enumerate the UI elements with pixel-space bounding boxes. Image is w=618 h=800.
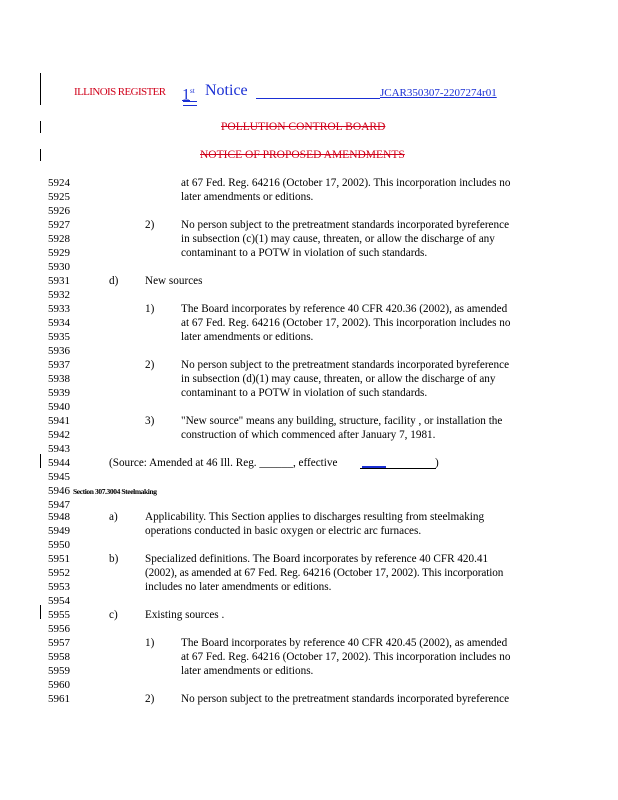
line-number: 5944 <box>48 457 70 469</box>
first-sup: st <box>190 87 195 95</box>
line-number: 5925 <box>48 191 70 203</box>
line-number: 5950 <box>48 539 70 551</box>
body-line: Applicability. This Section applies to discharges resulting from steelmaking <box>145 511 485 523</box>
source-close: ) <box>435 457 439 469</box>
line-number: 5933 <box>48 303 70 315</box>
body-line: later amendments or editions. <box>181 665 314 677</box>
body-line: includes no later amendments or editions. <box>145 581 332 593</box>
change-bar <box>40 73 41 105</box>
line-number: 5961 <box>48 693 70 705</box>
source-note: (Source: Amended at 46 Ill. Reg. ______, effective <box>109 457 338 469</box>
line-number: 5952 <box>48 567 70 579</box>
body-line: in subsection (c)(1) may cause, threaten, or allow the discharge of any <box>181 233 495 245</box>
line-number: 5947 <box>48 499 70 511</box>
line-number: 5941 <box>48 415 70 427</box>
list-marker: 1) <box>145 303 155 315</box>
body-line: No person subject to the pretreatment standards incorporated byreference <box>181 693 510 705</box>
body-line: Specialized definitions. The Board incorporates by reference 40 CFR 420.41 <box>145 553 489 565</box>
body-line: construction of which commenced after January 7, 1981. <box>181 429 436 441</box>
body-line: at 67 Fed. Reg. 64216 (October 17, 2002). This incorporation includes no <box>181 317 511 329</box>
line-number: 5954 <box>48 595 70 607</box>
subsection-title: Existing sources . <box>145 609 225 621</box>
line-number: 5932 <box>48 289 70 301</box>
line-number: 5942 <box>48 429 70 441</box>
board-title: POLLUTION CONTROL BOARD <box>221 121 386 133</box>
body-line: later amendments or editions. <box>181 331 314 343</box>
list-marker: c) <box>109 609 118 621</box>
body-line: later amendments or editions. <box>181 191 314 203</box>
body-line: at 67 Fed. Reg. 64216 (October 17, 2002). This incorporation includes no <box>181 177 511 189</box>
change-bar <box>40 121 41 133</box>
effective-date-blank <box>360 468 436 469</box>
register-title: ILLINOIS REGISTER <box>74 86 166 98</box>
line-number: 5957 <box>48 637 70 649</box>
body-line: The Board incorporates by reference 40 CFR 420.45 (2002), as amended <box>181 637 508 649</box>
body-line: contaminant to a POTW in violation of such standards. <box>181 387 428 399</box>
body-line: in subsection (d)(1) may cause, threaten, or allow the discharge of any <box>181 373 496 385</box>
line-number: 5927 <box>48 219 70 231</box>
jcar-code: JCAR350307-2207274r01 <box>380 87 497 99</box>
double-underline <box>183 101 197 106</box>
line-number: 5928 <box>48 233 70 245</box>
effective-date-insert <box>362 466 386 468</box>
line-number: 5936 <box>48 345 70 357</box>
line-number: 5931 <box>48 275 70 287</box>
body-line: at 67 Fed. Reg. 64216 (October 17, 2002). This incorporation includes no <box>181 651 511 663</box>
line-number: 5949 <box>48 525 70 537</box>
body-line: (2002), as amended at 67 Fed. Reg. 64216 (October 17, 2002). This incorporation <box>145 567 504 579</box>
section-title: Section 307.3004 Steelmaking <box>73 487 157 496</box>
notice-label: Notice <box>205 82 248 99</box>
body-line: "New source" means any building, structure, facility , or installation the <box>181 415 503 427</box>
line-number: 5926 <box>48 205 70 217</box>
line-number: 5956 <box>48 623 70 635</box>
line-number: 5953 <box>48 581 70 593</box>
list-marker: 2) <box>145 359 155 371</box>
body-line: No person subject to the pretreatment standards incorporated byreference <box>181 219 510 231</box>
list-marker: b) <box>109 553 119 565</box>
change-bar <box>40 454 41 468</box>
line-number: 5959 <box>48 665 70 677</box>
line-number: 5924 <box>48 177 70 189</box>
line-number: 5955 <box>48 609 70 621</box>
list-marker: a) <box>109 511 118 523</box>
line-number: 5930 <box>48 261 70 273</box>
body-line: operations conducted in basic oxygen or electric arc furnaces. <box>145 525 422 537</box>
line-number: 5951 <box>48 553 70 565</box>
line-number: 5935 <box>48 331 70 343</box>
line-number: 5945 <box>48 471 70 483</box>
list-marker: 3) <box>145 415 155 427</box>
line-number: 5939 <box>48 387 70 399</box>
line-number: 5937 <box>48 359 70 371</box>
line-number: 5929 <box>48 247 70 259</box>
list-marker: 2) <box>145 693 155 705</box>
first-num: 1 <box>182 86 190 104</box>
line-number: 5960 <box>48 679 70 691</box>
line-number: 5946 <box>48 485 70 497</box>
change-bar <box>40 605 41 619</box>
body-line: contaminant to a POTW in violation of such standards. <box>181 247 428 259</box>
change-bar <box>40 149 41 161</box>
line-number: 5943 <box>48 443 70 455</box>
body-line: The Board incorporates by reference 40 CFR 420.36 (2002), as amended <box>181 303 508 315</box>
list-marker: 2) <box>145 219 155 231</box>
line-number: 5940 <box>48 401 70 413</box>
line-number: 5958 <box>48 651 70 663</box>
list-marker: 1) <box>145 637 155 649</box>
line-number: 5948 <box>48 511 70 523</box>
body-line: No person subject to the pretreatment standards incorporated byreference <box>181 359 510 371</box>
line-number: 5938 <box>48 373 70 385</box>
subsection-title: New sources <box>145 275 203 287</box>
notice-underline <box>256 98 380 99</box>
list-marker: d) <box>109 275 119 287</box>
notice-title: NOTICE OF PROPOSED AMENDMENTS <box>200 149 405 161</box>
line-number: 5934 <box>48 317 70 329</box>
